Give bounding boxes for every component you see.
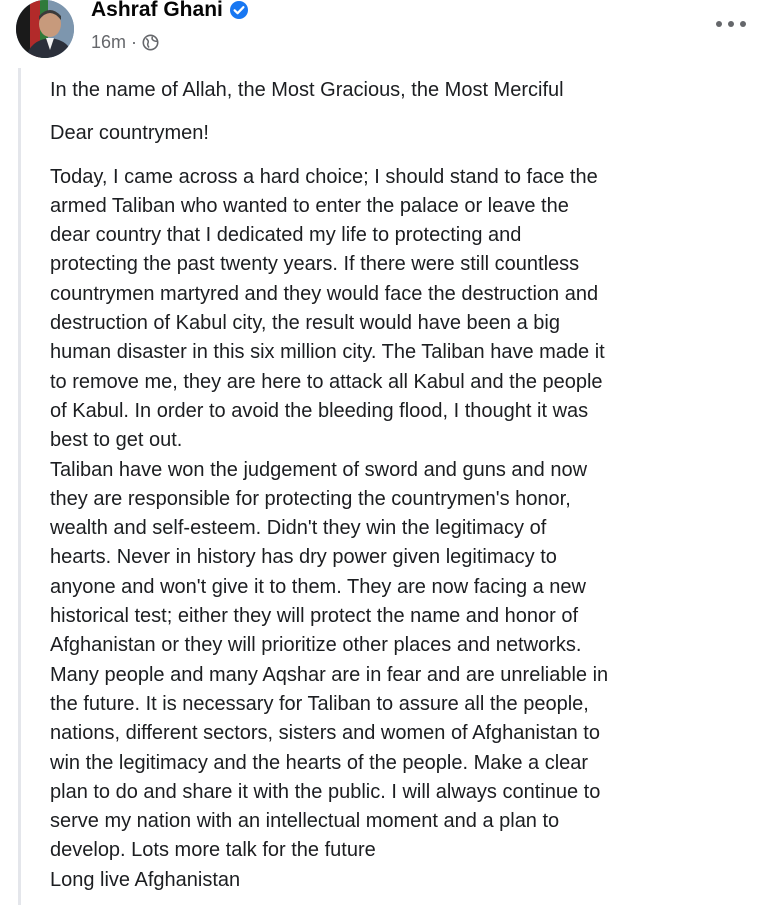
post-line: armed Taliban who wanted to enter the palace or leave the <box>50 194 569 217</box>
post-line: to remove me, they are here to attack all Kabul and the people <box>50 370 603 393</box>
post-line: human disaster in this six million city. The Taliban have made it <box>50 341 605 364</box>
author-name[interactable] <box>91 0 249 22</box>
post-line: serve my nation with an intellectual moment and a plan to <box>50 810 560 833</box>
post-left-border <box>18 68 21 905</box>
author-name-text[interactable]: Ashraf Ghani <box>91 0 223 21</box>
post-line: countrymen martyred and they would face the destruction and <box>50 282 599 305</box>
post-line: historical test; either they will protect the name and honor of <box>50 605 579 628</box>
post-timestamp[interactable]: 16m <box>91 32 127 52</box>
avatar-portrait <box>16 0 74 58</box>
post-line: hearts. Never in history has dry power given legitimacy to <box>50 546 557 569</box>
post-line: protecting the past twenty years. If there were still countless <box>50 253 580 276</box>
post-line: Afghanistan or they will prioritize other places and networks. <box>50 634 582 657</box>
post-text <box>50 76 762 895</box>
post-line: Dear countrymen! <box>50 122 209 145</box>
post-meta <box>91 32 159 53</box>
avatar[interactable] <box>16 0 74 58</box>
post-line: dear country that I dedicated my life to protecting and <box>50 224 522 247</box>
more-options-button[interactable] <box>716 14 746 34</box>
post-header <box>16 0 756 62</box>
post-line: win the legitimacy and the hearts of the people. Make a clear <box>50 751 589 774</box>
post-line: of Kabul. In order to avoid the bleeding flood, I thought it was <box>50 399 589 422</box>
post-line: nations, different sectors, sisters and women of Afghanistan to <box>50 722 600 745</box>
post-line: Today, I came across a hard choice; I should stand to face the <box>50 165 598 188</box>
post-line: Long live Afghanistan <box>50 868 241 891</box>
post-line: destruction of Kabul city, the result would have been a big <box>50 312 560 335</box>
more-dot-icon <box>716 21 722 27</box>
more-dot-icon <box>740 21 746 27</box>
post-line: plan to do and share it with the public. I will always continue to <box>50 780 601 803</box>
post-line: Taliban have won the judgement of sword and guns and now <box>50 458 588 481</box>
more-dot-icon <box>728 21 734 27</box>
post-line: develop. Lots more talk for the future <box>50 839 376 862</box>
post-line: the future. It is necessary for Taliban to assure all the people, <box>50 692 589 715</box>
verified-badge-icon <box>229 0 249 20</box>
post-line: wealth and self-esteem. Didn't they win the legitimacy of <box>50 517 547 540</box>
meta-separator: · <box>131 32 138 52</box>
post-line: best to get out. <box>50 429 183 452</box>
post-line: anyone and won't give it to them. They are now facing a new <box>50 575 586 598</box>
post-line: they are responsible for protecting the countrymen's honor, <box>50 487 571 510</box>
post-line: Many people and many Aqshar are in fear and are unreliable in <box>50 663 609 686</box>
post-line: In the name of Allah, the Most Gracious, the Most Merciful <box>50 79 564 101</box>
globe-icon[interactable] <box>142 34 159 51</box>
